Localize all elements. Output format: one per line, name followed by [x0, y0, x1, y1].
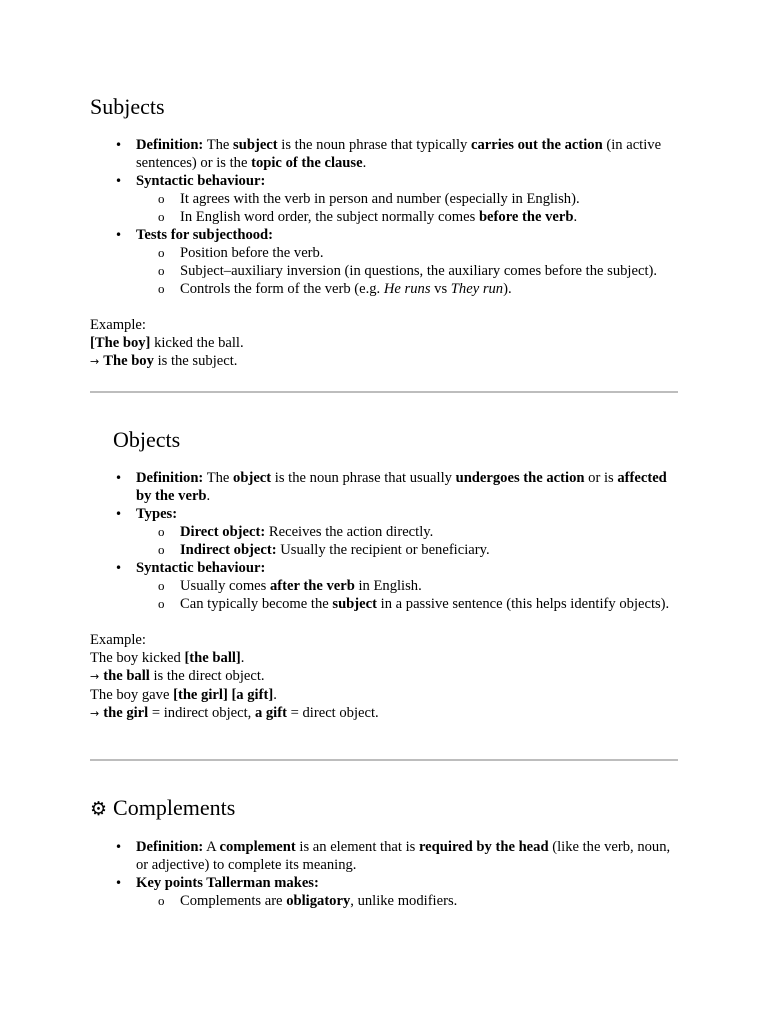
term: object [233, 470, 272, 486]
definition-label: Definition: [136, 839, 204, 855]
text: (in active sentences) or is the [136, 137, 662, 171]
term: a gift [254, 705, 287, 721]
text: Complements are [180, 893, 283, 909]
term: the girl [103, 705, 149, 721]
term: [The boy] [90, 335, 151, 351]
text: . [362, 155, 367, 171]
list-item [180, 262, 680, 280]
term: [the ball] [184, 650, 241, 666]
example-label: Example: [90, 632, 146, 648]
complements-key-points-sublist [136, 892, 680, 910]
example-line [90, 334, 680, 352]
text: Receives the action directly. [268, 524, 434, 540]
list-item [180, 523, 680, 541]
arrow-icon: → [90, 355, 100, 368]
text: The [206, 137, 230, 153]
term: affected by the verb [136, 470, 667, 504]
text: In English word order, the subject normally comes [180, 209, 476, 225]
example-line [90, 704, 680, 723]
text: Can typically become the [180, 596, 329, 612]
term: topic of the clause [251, 155, 363, 171]
gear-icon: ⚙ [90, 798, 108, 820]
syntactic-label: Syntactic behaviour: [136, 560, 266, 576]
example-line [90, 352, 680, 371]
term: after the verb [270, 578, 355, 594]
term: subject [332, 596, 377, 612]
text: . [240, 650, 245, 666]
arrow-icon: → [90, 670, 100, 683]
text: (like the verb, noun, or adjective) to complete its meaning. [136, 839, 671, 873]
section-divider [90, 759, 678, 761]
objects-types-sublist [136, 523, 680, 559]
text: The [206, 470, 230, 486]
text: . [273, 687, 277, 703]
term: Direct object: [180, 524, 266, 540]
text: in English. [358, 578, 422, 594]
text: is an element that is [299, 839, 416, 855]
list-item [180, 244, 680, 262]
term: subject [233, 137, 278, 153]
text: = indirect object, [151, 705, 252, 721]
list-item [180, 541, 680, 559]
objects-syntactic-item [136, 559, 680, 613]
list-item [180, 577, 680, 595]
text: is the noun phrase that typically [281, 137, 468, 153]
syntactic-label: Syntactic behaviour: [136, 173, 266, 189]
subjects-syntactic-item [136, 172, 680, 226]
text: . [573, 209, 578, 225]
text: . [206, 488, 211, 504]
tests-label: Tests for subjecthood: [136, 227, 274, 243]
subjects-tests-sublist [136, 244, 680, 298]
term: undergoes the action [455, 470, 585, 486]
list-item [180, 208, 680, 226]
objects-definition-item [136, 469, 680, 505]
text: = direct object. [290, 705, 379, 721]
subjects-syntactic-sublist [136, 190, 680, 226]
example-line [90, 686, 680, 704]
text: Subject–auxiliary inversion (in questions, the auxiliary comes before the subject). [180, 263, 658, 279]
text: vs [434, 281, 448, 297]
subjects-tests-item [136, 226, 680, 298]
list-item [180, 190, 680, 208]
term: complement [219, 839, 296, 855]
text: or is [588, 470, 614, 486]
key-points-label: Key points Tallerman makes: [136, 875, 319, 891]
term: before the verb [478, 209, 574, 225]
complements-section [90, 795, 680, 910]
text: is the noun phrase that usually [274, 470, 452, 486]
list-item [180, 595, 680, 613]
text: Position before the verb. [180, 245, 324, 261]
term: required by the head [418, 839, 549, 855]
objects-heading: Objects [113, 427, 181, 452]
list-item [180, 892, 680, 910]
text: The boy kicked [90, 650, 181, 666]
complements-list [90, 838, 680, 910]
text: Controls the form of the verb (e.g. [180, 281, 381, 297]
term: Indirect object: [180, 542, 277, 558]
objects-section [90, 427, 680, 723]
heading-text: Complements [113, 795, 236, 820]
text: ). [503, 281, 512, 297]
example-line [90, 649, 680, 667]
term: carries out the action [470, 137, 603, 153]
objects-example [90, 631, 680, 723]
complements-heading [90, 795, 680, 822]
definition-label: Definition: [136, 470, 204, 486]
objects-list [90, 469, 680, 613]
text: A [206, 839, 216, 855]
subjects-list [90, 136, 680, 298]
example-label: Example: [90, 317, 146, 333]
term: the ball [103, 668, 150, 684]
text: The boy gave [90, 687, 170, 703]
text: in a passive sentence (this helps identify objects). [380, 596, 670, 612]
objects-types-item [136, 505, 680, 559]
text: kicked the ball. [154, 335, 244, 351]
arrow-icon: → [90, 707, 100, 720]
subjects-heading: Subjects [90, 94, 165, 119]
text: Usually comes [180, 578, 267, 594]
objects-syntactic-sublist [136, 577, 680, 613]
example-term: He runs [383, 281, 431, 297]
subjects-example [90, 316, 680, 371]
section-divider [90, 391, 678, 393]
example-term: They run [450, 281, 504, 297]
subjects-definition-item [136, 136, 680, 172]
text: Usually the recipient or beneficiary. [280, 542, 490, 558]
text: , unlike modifiers. [350, 893, 458, 909]
example-line [90, 667, 680, 686]
term: The boy [103, 353, 154, 369]
complements-key-points-item [136, 874, 680, 910]
types-label: Types: [136, 506, 178, 522]
term: obligatory [286, 893, 351, 909]
definition-label: Definition: [136, 137, 204, 153]
text: is the direct object. [153, 668, 265, 684]
subjects-section [90, 94, 680, 371]
list-item [180, 280, 680, 298]
text: is the subject. [157, 353, 238, 369]
complements-definition-item [136, 838, 680, 874]
text: It agrees with the verb in person and number (especially in English). [180, 191, 580, 207]
term: [the girl] [a gift] [173, 687, 274, 703]
